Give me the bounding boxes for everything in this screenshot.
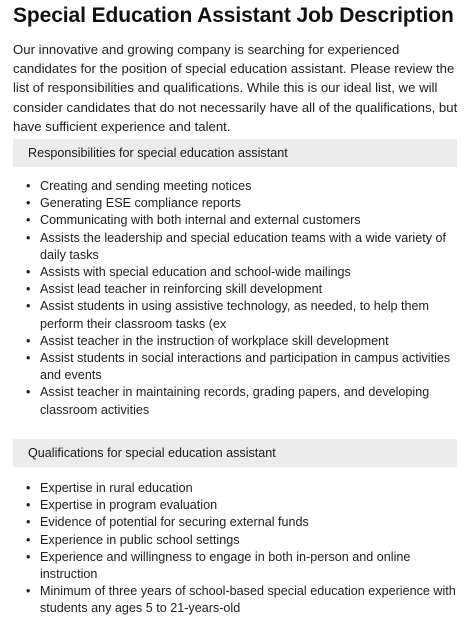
list-item: [24, 497, 464, 514]
bullet-icon: •: [26, 230, 31, 245]
list-item-text: Assist teacher in maintaining records, grading papers, and developing classroom activities: [40, 385, 430, 417]
list-item-text: Experience and willingness to engage in both in-person and online instruction: [40, 549, 411, 582]
page-title: Special Education Assistant Job Description: [13, 4, 454, 27]
list-item: [24, 195, 464, 212]
bullet-icon: •: [26, 282, 31, 297]
bullet-icon: •: [26, 333, 31, 348]
bullet-icon: •: [26, 299, 31, 314]
list-item-text: Evidence of potential for securing external funds: [40, 515, 309, 530]
list-item: [24, 514, 464, 531]
qualifications-heading: Qualifications for special education assistant: [13, 439, 457, 467]
bullet-icon: •: [26, 179, 31, 193]
list-item: [24, 281, 464, 298]
list-item-text: Minimum of three years of school-based special education experience with students any ages 5 to 21-years-old: [40, 584, 456, 616]
responsibilities-heading: Responsibilities for special education assistant: [13, 139, 457, 167]
responsibilities-list: [24, 178, 464, 419]
list-item-text: Assist teacher in the instruction of workplace skill development: [40, 333, 389, 348]
list-item-text: Generating ESE compliance reports: [40, 196, 241, 211]
bullet-icon: •: [26, 498, 31, 513]
bullet-icon: •: [26, 515, 31, 530]
list-item-text: Expertise in rural education: [40, 481, 193, 495]
intro-paragraph: Our innovative and growing company is searching for experienced candidates for the position of special education assistant. Please review the list of responsibilities and qualifications. While this is our ideal list, we will consider candidates that do not necessarily have all of the qualifications, but have sufficient experience and talent.: [13, 42, 458, 134]
list-item-text: Assist students in using assistive technology, as needed, to help them perform their classroom tasks (ex: [40, 299, 429, 331]
bullet-icon: •: [26, 549, 31, 564]
list-item: [24, 298, 464, 332]
bullet-icon: •: [26, 532, 31, 547]
list-item-text: Assist lead teacher in reinforcing skill development: [40, 282, 323, 297]
list-item: [24, 583, 464, 617]
bullet-icon: •: [26, 351, 31, 366]
bullet-icon: •: [26, 196, 31, 211]
list-item: [24, 480, 464, 497]
list-item: [24, 178, 464, 195]
bullet-icon: •: [26, 584, 31, 599]
bullet-icon: •: [26, 385, 31, 400]
list-item-text: Assist students in social interactions and participation in campus activities and events: [40, 351, 451, 383]
list-item-text: Experience in public school settings: [40, 532, 240, 547]
list-item: [24, 384, 464, 418]
list-item: [24, 212, 464, 229]
qualifications-list: [24, 480, 464, 618]
list-item: [24, 532, 464, 549]
list-item-text: Assists the leadership and special education teams with a wide variety of daily tasks: [40, 230, 447, 262]
list-item: [24, 230, 464, 264]
list-item-text: Assists with special education and school-wide mailings: [40, 265, 351, 280]
list-item: [24, 264, 464, 281]
list-item: [24, 333, 464, 350]
bullet-icon: •: [26, 265, 31, 280]
list-item-text: Communicating with both internal and external customers: [40, 213, 361, 228]
list-item-text: Expertise in program evaluation: [40, 498, 218, 513]
list-item-text: Creating and sending meeting notices: [40, 179, 252, 193]
bullet-icon: •: [26, 481, 31, 495]
list-item: [24, 350, 464, 384]
list-item: [24, 549, 464, 583]
bullet-icon: •: [26, 213, 31, 228]
